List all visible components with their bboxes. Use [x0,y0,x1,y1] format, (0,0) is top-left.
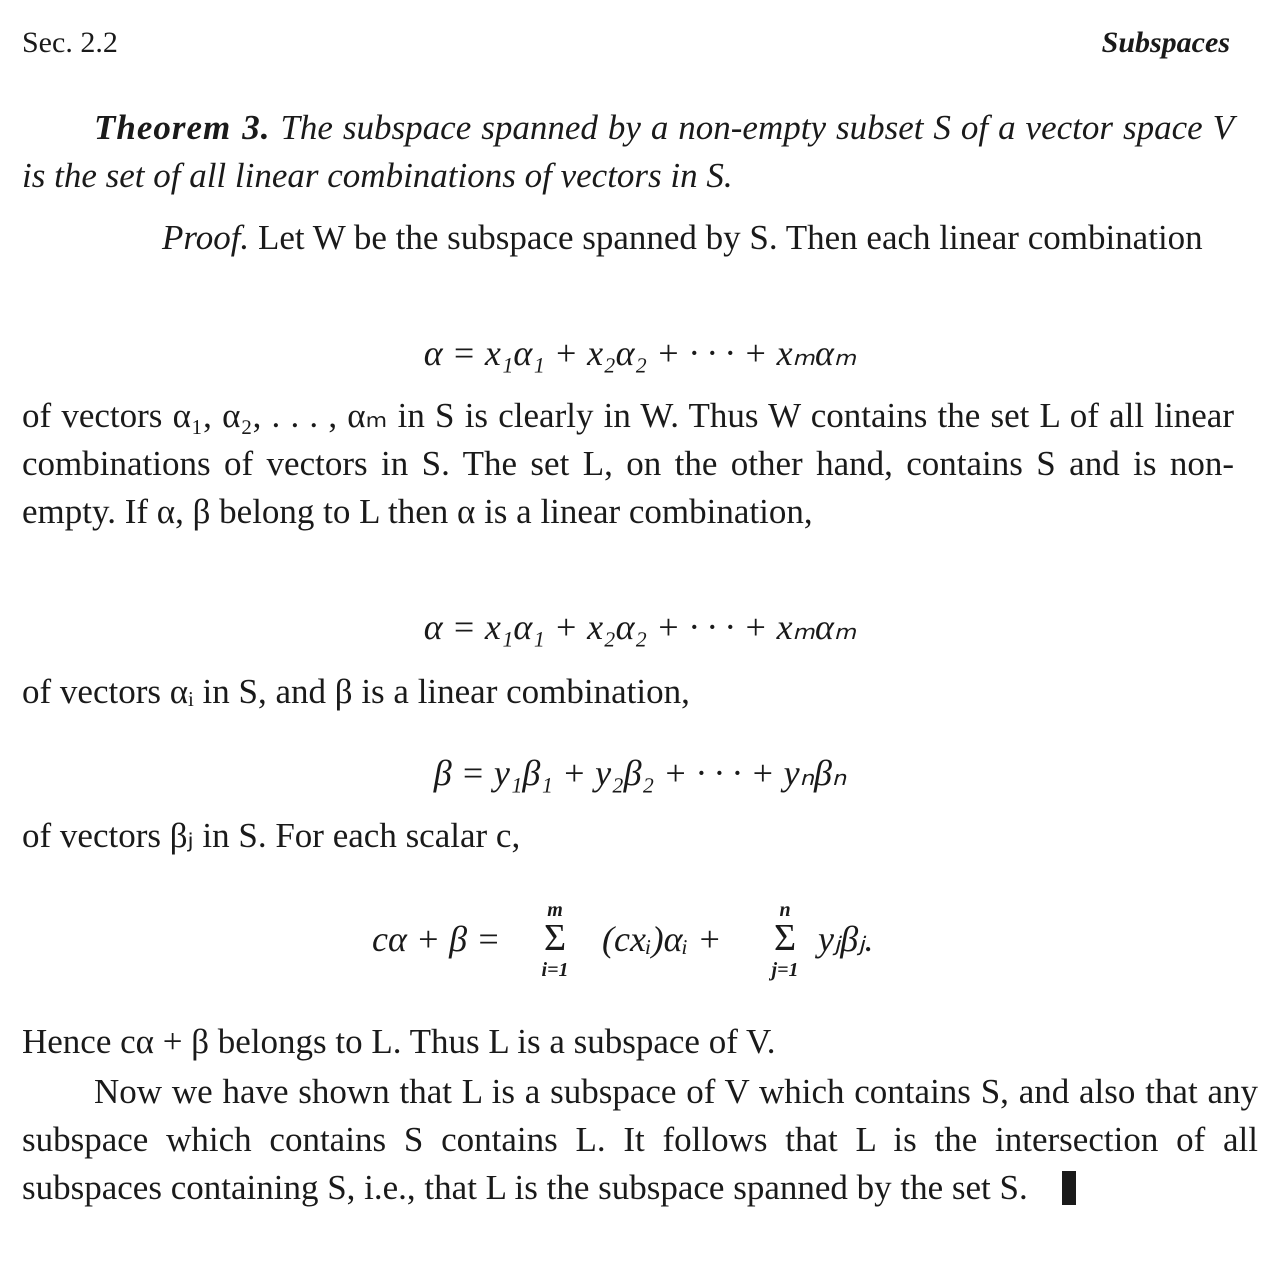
qed-tombstone-icon [1062,1171,1076,1205]
sigma-symbol-1: Σ [543,917,567,959]
equation-alpha-1: α = x₁α₁ + x₂α₂ + · · · + xₘαₘ [423,333,857,373]
summation-j-lower: j=1 [771,959,799,981]
page-header [22,18,1230,62]
equation-alpha-2: α = x₁α₁ + x₂α₂ + · · · + xₘαₘ [423,607,857,647]
paragraph-5 [22,1068,1258,1212]
equation-beta: β = y₁β₁ + y₂β₂ + · · · + yₙβₙ [433,753,847,793]
sigma-symbol-2: Σ [773,917,797,959]
paragraph-4: Hence cα + β belongs to L. Thus L is a subspace of V. [22,1022,776,1061]
theorem-label: Theorem 3. [94,108,271,147]
proof-text: Let W be the subspace spanned by S. Then each linear combination [257,218,1203,257]
equation-sum-lhs: cα + β = [372,919,501,959]
theorem-text: The subspace spanned by a non-empty subset S of a vector space V is the set of all linear combinations of vectors in S. [22,108,1235,195]
summation-j-upper: n [779,899,791,921]
proof-paragraph [22,214,1234,262]
summation-i-lower: i=1 [541,959,569,981]
paragraph-2: of vectors αᵢ in S, and β is a linear combination, [22,672,690,711]
summation-i-upper: m [547,899,563,921]
equation-sum [0,890,1280,990]
running-title: Subspaces [1101,26,1230,59]
paragraph-3: of vectors βⱼ in S. For each scalar c, [22,816,521,855]
equation-sum-term-1: (cxᵢ)αᵢ + [602,919,722,959]
proof-label: Proof. [162,218,250,257]
paragraph-1: of vectors α₁, α₂, . . . , αₘ in S is clearly in W. Thus W contains the set L of all linear combinations of vectors in S. The set L, on the other hand, contains S and is non-empty. If α, β belong to L then α is a linear combination, [22,396,1234,531]
section-number: Sec. 2.2 [22,26,118,59]
paragraph-5-text: Now we have shown that L is a subspace of V which contains S, and also that any subspace which contains S contains L. It follows that L is the intersection of all subspaces containing S, i.e., that L is the subspace spanned by the set S. [22,1072,1258,1207]
equation-sum-box [372,890,932,990]
theorem-statement [22,104,1234,200]
equation-sum-term-2: yⱼβⱼ. [818,919,874,959]
